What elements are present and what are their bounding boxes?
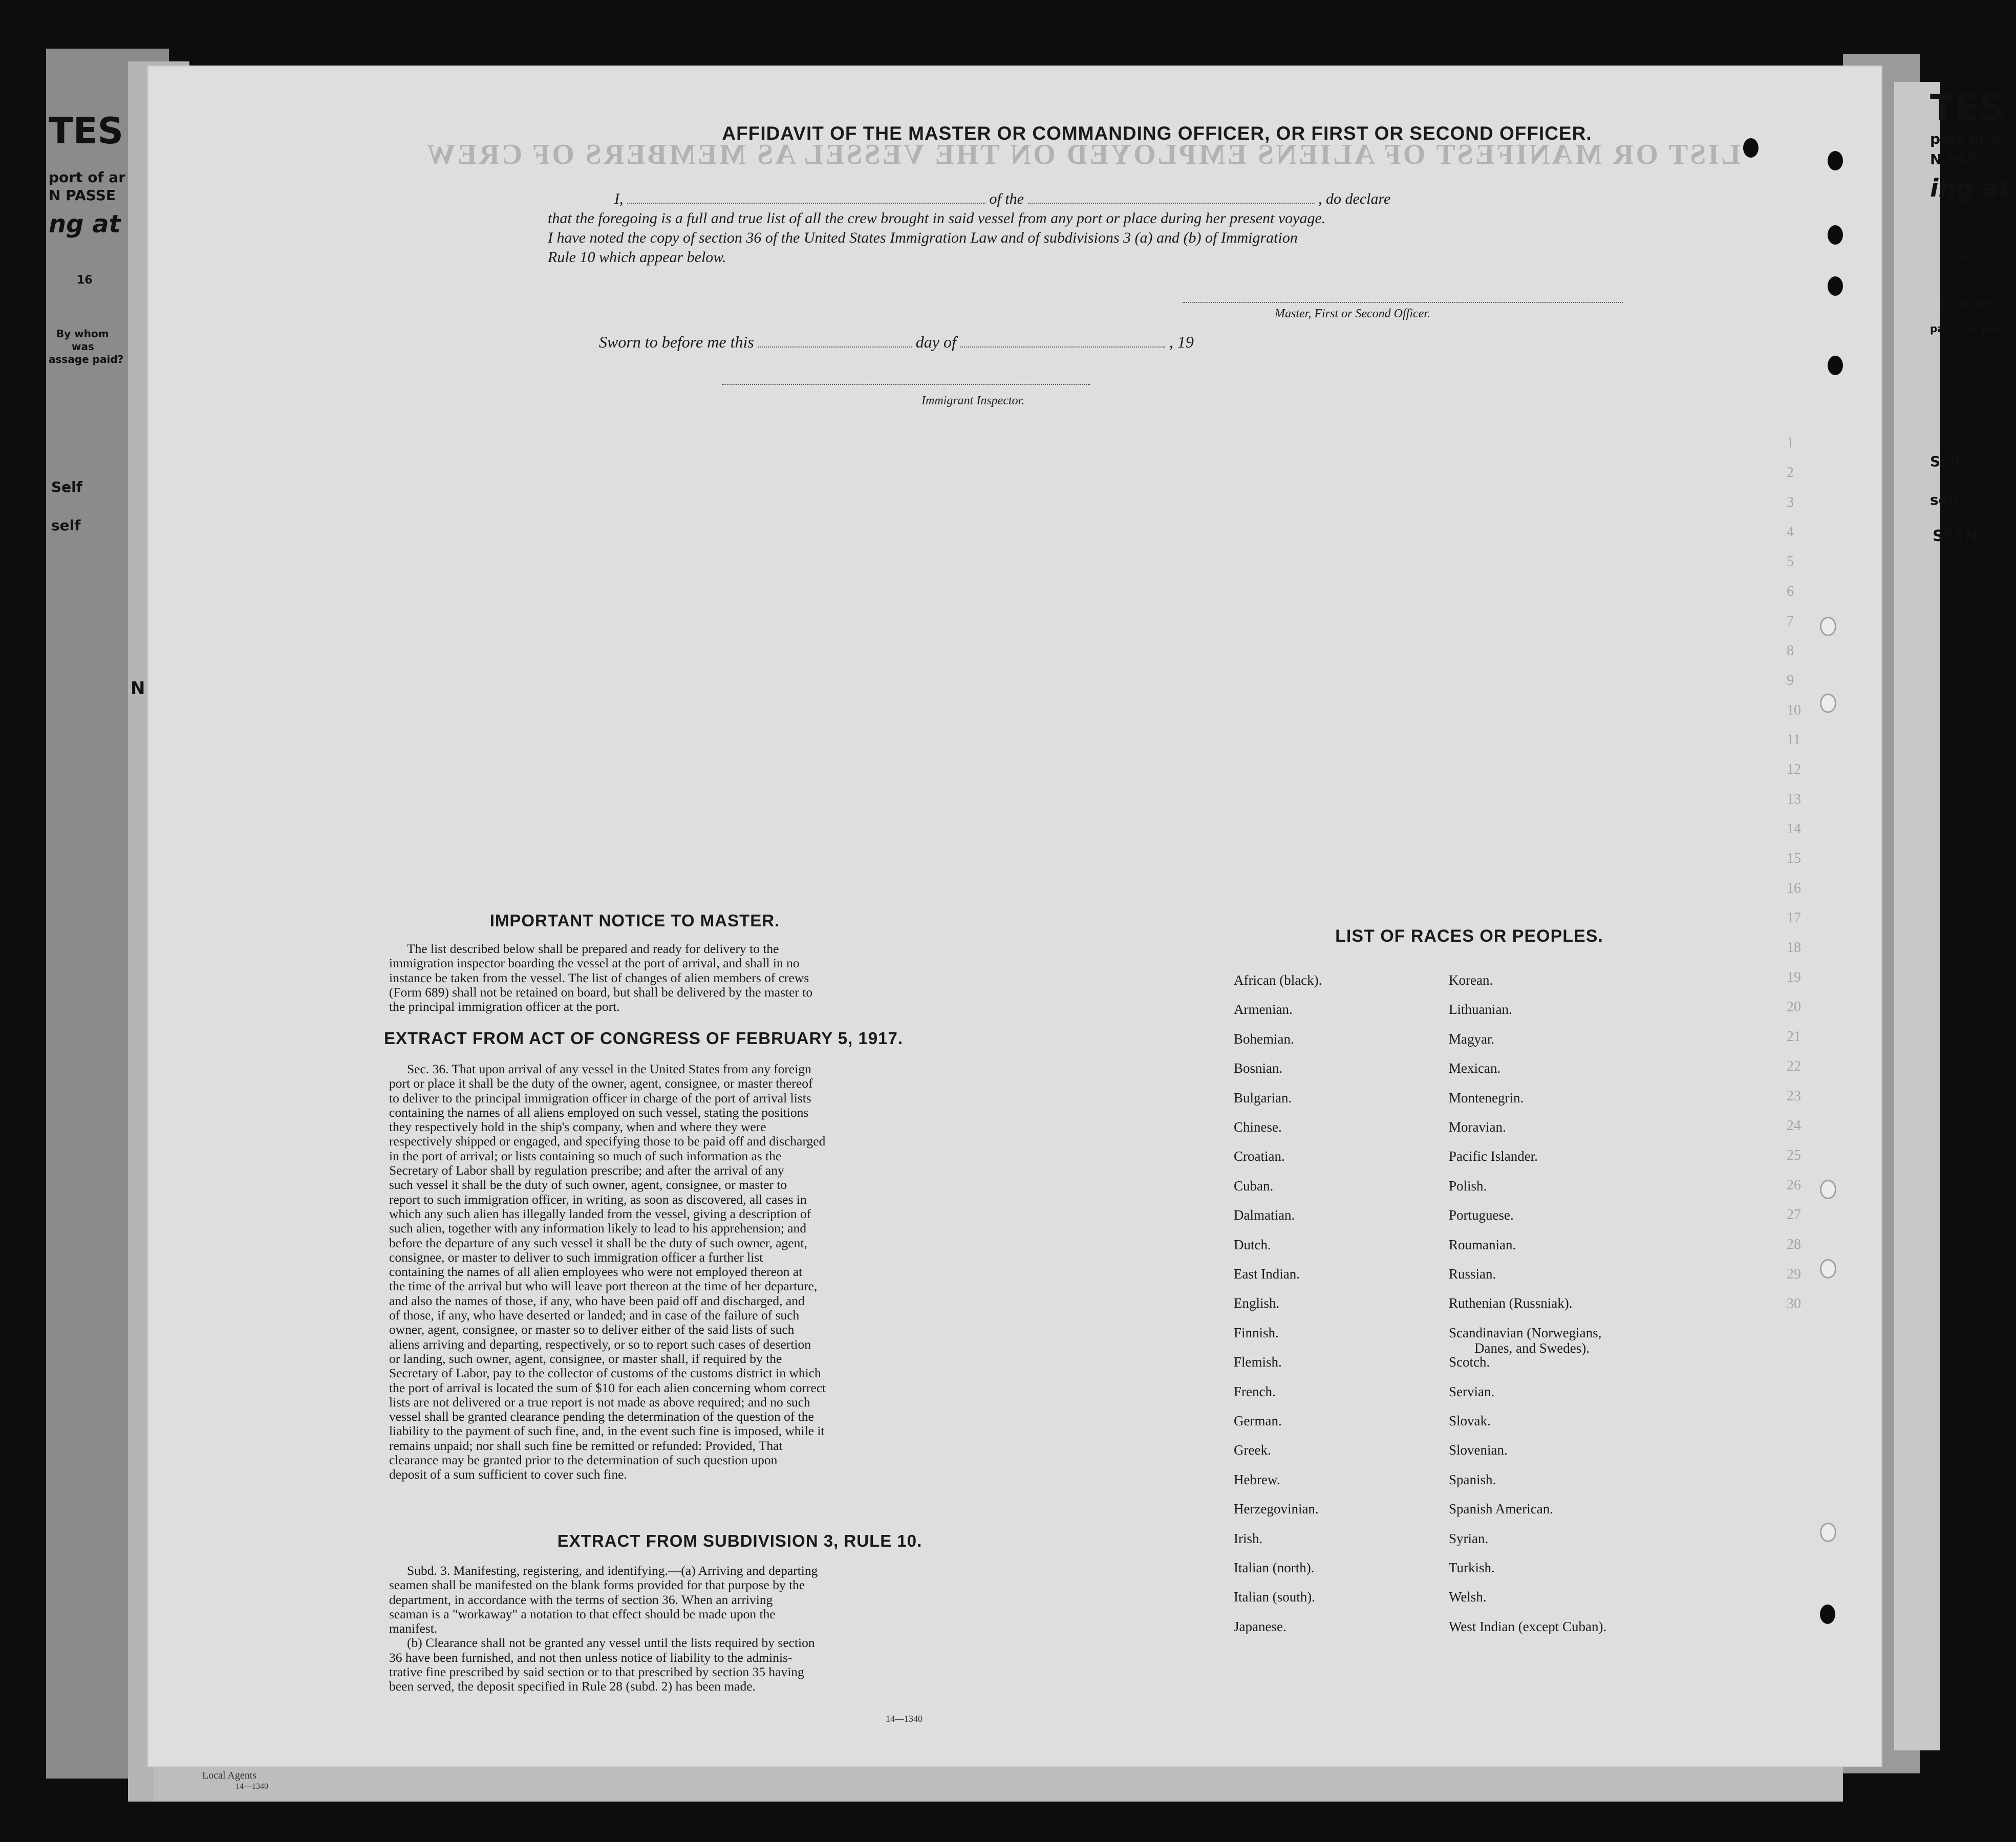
act-line: Secretary of Labor, pay to the collector of customs of the customs district in which	[389, 1366, 821, 1381]
act-line: aliens arriving and departing, respectively, or so to report such cases of desertion	[389, 1336, 811, 1352]
race-item-right: Scandinavian (Norwegians,	[1449, 1325, 1602, 1340]
punch-hole-ring	[1820, 617, 1836, 636]
manifest-page	[148, 67, 1881, 1791]
act-line: such alien, together with any information likely to lead to his apprehension; and	[389, 1221, 807, 1236]
ghost-row-number: 14	[1787, 821, 1801, 837]
sworn-day-of: day of	[915, 333, 956, 351]
race-item-right: Syrian.	[1449, 1530, 1489, 1546]
race-item-left: Dutch.	[1234, 1237, 1271, 1252]
race-item-right: Spanish.	[1449, 1471, 1496, 1487]
ghost-row-number: 24	[1787, 1118, 1801, 1134]
edge-right-text: self	[1930, 491, 1960, 508]
notice-line: The list described below shall be prepared and ready for delivery to the	[407, 941, 779, 956]
races-title: LIST OF RACES OR PEOPLES.	[1335, 926, 1603, 946]
act-line: port or place it shall be the duty of the owner, agent, consignee, or master thereof	[389, 1076, 813, 1091]
rule-line: Subd. 3. Manifesting, registering, and identifying.—(a) Arriving and departing	[407, 1563, 818, 1578]
ghost-row-number: 19	[1787, 969, 1801, 985]
act-line: respectively shipped or engaged, and specifying those to be paid off and discharged	[389, 1134, 826, 1149]
ghost-row-number: 27	[1787, 1207, 1801, 1223]
act-line: containing the names of all aliens employed on such vessel, stating the positions	[389, 1104, 809, 1120]
ghost-row-number: 1	[1787, 435, 1794, 451]
ghost-row-number: 29	[1787, 1266, 1801, 1282]
race-item-right: West Indian (except Cuban).	[1449, 1618, 1607, 1634]
race-item-left: Herzegovinian.	[1234, 1501, 1319, 1517]
ghost-row-number: 9	[1787, 673, 1794, 688]
edge-left-text: 16	[77, 274, 93, 287]
act-line: liability to the payment of such fine, and, in the event such fine is imposed, while it	[389, 1423, 825, 1439]
act-line: vessel shall be granted clearance pending the determination of the question of the	[389, 1409, 814, 1424]
notice-line: instance be taken from the vessel. The list of changes of alien members of crews	[389, 970, 809, 985]
ghost-row-number: 18	[1787, 940, 1801, 956]
affidavit-i: I,	[614, 190, 624, 207]
ghost-row-number: 12	[1787, 762, 1801, 777]
ghost-row-number: 15	[1787, 851, 1801, 866]
ghost-row-number: 7	[1787, 613, 1794, 629]
ghost-row-number: 28	[1787, 1237, 1801, 1252]
punch-hole-ring	[1820, 1523, 1836, 1542]
act-line: they respectively hold in the ship's company, when and where they were	[389, 1119, 766, 1135]
punch-hole	[1820, 1605, 1835, 1624]
form-number: 14—1340	[886, 1714, 923, 1724]
affidavit-line-4: Rule 10 which appear below.	[548, 249, 726, 266]
rule-line: been served, the deposit specified in Rule 28 (subd. 2) has been made.	[389, 1679, 756, 1694]
act-line: deposit of a sum sufficient to cover such fine.	[389, 1467, 627, 1482]
race-item-right: Slovak.	[1449, 1413, 1491, 1428]
edge-right-text: SSEN	[1933, 527, 1978, 545]
punch-hole-ring	[1820, 1180, 1836, 1199]
act-paragraph	[389, 1062, 1106, 1482]
punch-hole-ring	[1820, 1259, 1836, 1278]
edge-left-text: was	[72, 340, 94, 353]
race-item-right: Russian.	[1449, 1266, 1496, 1282]
race-item-left: French.	[1234, 1383, 1276, 1399]
edge-left-text: port of ar	[49, 169, 126, 186]
punch-hole	[1828, 151, 1843, 170]
race-item-right: Scotch.	[1449, 1354, 1490, 1370]
race-item-left: East Indian.	[1234, 1266, 1300, 1282]
act-title: EXTRACT FROM ACT OF CONGRESS OF FEBRUARY 5, 1917.	[384, 1029, 904, 1048]
edge-right-text: ing at	[1930, 174, 2011, 203]
edge-right-text: N PASS	[1930, 151, 1987, 168]
act-line: in the port of arrival; or lists containing so much of such information as the	[389, 1148, 782, 1163]
affidavit-line-3: I have noted the copy of section 36 of the United States Immigration Law and of subdivisions 3 (a) and (b) of Immigration	[548, 229, 1298, 246]
ghost-row-number: 3	[1787, 494, 1794, 510]
race-item-right: Lithuanian.	[1449, 1002, 1512, 1017]
race-item-left: Croatian.	[1234, 1148, 1285, 1164]
race-item-left: African (black).	[1234, 972, 1322, 988]
ghost-row-number: 5	[1787, 554, 1794, 570]
edge-right-text: was	[1948, 310, 1970, 322]
ghost-row-number: 13	[1787, 791, 1801, 807]
act-line: such vessel it shall be the duty of such owner, agent, consignee, or master to	[389, 1177, 787, 1193]
master-caption: Master, First or Second Officer.	[1275, 307, 1430, 320]
race-item-left: Dalmatian.	[1234, 1207, 1295, 1223]
race-item-right: Roumanian.	[1449, 1237, 1516, 1252]
notice-line: (Form 689) shall not be retained on board, but shall be delivered by the master to	[389, 984, 813, 1000]
ghost-row-number: 17	[1787, 910, 1801, 926]
race-item-left: Japanese.	[1234, 1618, 1286, 1634]
act-line: consignee, or master to deliver to such immigration officer a further list	[389, 1249, 763, 1265]
act-line: and also the names of those, if any, who have been paid off and discharged, and	[389, 1293, 805, 1308]
edge-left-text: assage paid?	[49, 353, 124, 365]
race-item-right: Mexican.	[1449, 1060, 1501, 1076]
edge-left-text: By whom	[56, 328, 109, 340]
act-line: Sec. 36. That upon arrival of any vessel in the United States from any foreign	[407, 1061, 811, 1076]
act-line: remains unpaid; nor shall such fine be remitted or refunded: Provided, That	[389, 1438, 783, 1453]
rule-line: department, in accordance with the terms of section 36. When an arriving	[389, 1592, 773, 1607]
race-item-right: Welsh.	[1449, 1589, 1487, 1605]
affidavit-title: AFFIDAVIT OF THE MASTER OR COMMANDING OFFICER, OR FIRST OR SECOND OFFICER.	[722, 123, 1592, 144]
affidavit-line-2: that the foregoing is a full and true list of all the crew brought in said vessel from any port or place during her present voyage.	[548, 210, 1326, 227]
race-item-right: Montenegrin.	[1449, 1090, 1524, 1106]
race-item-left: Bohemian.	[1234, 1031, 1294, 1047]
race-item-left: Hebrew.	[1234, 1471, 1280, 1487]
ghost-row-number: 2	[1787, 465, 1794, 481]
ghost-row-number: 11	[1787, 732, 1800, 748]
edge-left-text: Self	[51, 479, 82, 495]
ghost-row-number: 16	[1787, 880, 1801, 896]
ghost-row-number: 4	[1787, 524, 1794, 540]
race-item-right: Slovenian.	[1449, 1442, 1508, 1458]
edge-right-text: 16	[1953, 251, 1969, 264]
race-item-left: Italian (south).	[1234, 1589, 1315, 1605]
punch-hole-ring	[1820, 694, 1836, 713]
race-item-left: Bosnian.	[1234, 1060, 1283, 1076]
rule-line: 36 have been furnished, and not then unless notice of liability to the adminis-	[389, 1650, 792, 1665]
punch-hole	[1743, 138, 1758, 158]
edge-left-heading: TES	[49, 110, 123, 152]
race-item-left: German.	[1234, 1413, 1282, 1428]
ghost-row-number: 22	[1787, 1058, 1801, 1074]
master-signature-line	[1183, 302, 1623, 303]
ghost-header: LIST OR MANIFEST OF ALIENS EMPLOYED ON THE VESSEL AS MEMBERS OF CREW	[425, 139, 1741, 170]
ghost-row-number: 30	[1787, 1296, 1801, 1312]
punch-hole	[1828, 276, 1843, 296]
edge-right-text: By whom	[1940, 297, 1993, 309]
act-line: owner, agent, consignee, or master so to deliver either of the said lists of such	[389, 1322, 795, 1337]
act-line: before the departure of any such vessel it shall be the duty of such owner, agent,	[389, 1235, 807, 1250]
ghost-row-number: 25	[1787, 1147, 1801, 1163]
inspector-caption: Immigrant Inspector.	[921, 394, 1025, 407]
act-line: of those, if any, who have deserted or landed; and in case of the failure of such	[389, 1308, 800, 1323]
punch-hole	[1828, 356, 1843, 375]
edge-left-text: ng at	[49, 210, 121, 239]
race-item-right: Polish.	[1449, 1178, 1487, 1194]
ghost-row-number: 10	[1787, 702, 1801, 718]
act-line: report to such immigration officer, in writing, as soon as discovered, all cases in	[389, 1191, 807, 1207]
race-item-left: Flemish.	[1234, 1354, 1282, 1370]
race-item-left: Bulgarian.	[1234, 1090, 1292, 1106]
notice-line: the principal immigration officer at the port.	[389, 999, 620, 1014]
affidavit-declare: , do declare	[1318, 190, 1391, 207]
notice-line: immigration inspector boarding the vessel at the port of arrival, and shall in no	[389, 956, 800, 971]
race-item-left: Finnish.	[1234, 1325, 1279, 1340]
edge-right-heading: TES	[1930, 87, 2005, 129]
race-item-left: Irish.	[1234, 1530, 1263, 1546]
act-line: or landing, such owner, agent, consignee, or master shall, if required by the	[389, 1351, 782, 1366]
rule-line: seamen shall be manifested on the blank forms provided for that purpose by the	[389, 1577, 805, 1593]
race-item-right: Pacific Islander.	[1449, 1148, 1538, 1164]
race-item-right: Korean.	[1449, 972, 1493, 988]
punch-hole	[1828, 225, 1843, 245]
race-item-right: Magyar.	[1449, 1031, 1495, 1047]
local-agents-label: Local Agents	[202, 1770, 257, 1781]
rule-line: trative fine prescribed by said section or to that prescribed by section 35 having	[389, 1664, 804, 1680]
race-item-left: Italian (north).	[1234, 1560, 1315, 1575]
rule-line: seaman is a "workaway" a notation to that effect should be made upon the	[389, 1606, 776, 1621]
act-line: the port of arrival is located the sum of $10 for each alien concerning whom correct	[389, 1380, 826, 1395]
affidavit-text	[548, 189, 1664, 267]
rule-line: (b) Clearance shall not be granted any vessel until the lists required by section	[407, 1635, 815, 1651]
sworn-line	[599, 333, 1194, 352]
ghost-row-number: 8	[1787, 643, 1794, 659]
race-item-right-continuation: Danes, and Swedes).	[1474, 1340, 1590, 1356]
ghost-row-number: 26	[1787, 1177, 1801, 1193]
race-item-right: Turkish.	[1449, 1560, 1495, 1575]
edge-left-text: self	[51, 517, 81, 534]
race-item-left: Chinese.	[1234, 1119, 1282, 1135]
race-item-right: Ruthenian (Russniak).	[1449, 1295, 1573, 1311]
ghost-row-number: 6	[1787, 583, 1794, 599]
act-line: lists are not delivered or a true report is not made as above required; and no such	[389, 1394, 810, 1410]
act-line: the time of the arrival but who will leave port thereon at the time of her departure,	[389, 1278, 818, 1294]
race-item-left: Greek.	[1234, 1442, 1271, 1458]
edge-right-text: port of a	[1930, 131, 2000, 147]
race-item-left: Cuban.	[1234, 1178, 1274, 1194]
rule-line: manifest.	[389, 1621, 438, 1636]
rule-title: EXTRACT FROM SUBDIVISION 3, RULE 10.	[557, 1531, 923, 1550]
act-line: to deliver to the principal immigration officer in charge of the port of arrival lists	[389, 1090, 811, 1106]
act-line: Secretary of Labor shall by regulation prescribe; and after the arrival of any	[389, 1163, 784, 1178]
race-item-right: Servian.	[1449, 1383, 1495, 1399]
local-agents-number: 14—1340	[235, 1782, 268, 1791]
edge-left-text: N PASSE	[49, 187, 116, 204]
inspector-signature-line	[722, 384, 1090, 385]
notice-paragraph	[389, 942, 1106, 1014]
edge-right-text: Self	[1930, 453, 1961, 470]
sworn-year: , 19	[1169, 333, 1194, 351]
act-line: containing the names of all alien employees who were not employed thereon at	[389, 1264, 803, 1280]
ghost-row-number: 21	[1787, 1029, 1801, 1045]
race-item-right: Moravian.	[1449, 1119, 1506, 1135]
race-item-right: Spanish American.	[1449, 1501, 1553, 1517]
rule-paragraph	[389, 1564, 1106, 1694]
race-item-left: English.	[1234, 1295, 1280, 1311]
act-line: which any such alien has illegally landed from the vessel, giving a description of	[389, 1206, 811, 1221]
race-item-right: Portuguese.	[1449, 1207, 1514, 1223]
sworn-text: Sworn to before me this	[599, 333, 754, 351]
ghost-row-number: 23	[1787, 1088, 1801, 1104]
affidavit-of-the: of the	[989, 190, 1024, 207]
edge-left-text: N	[131, 678, 145, 699]
act-line: clearance may be granted prior to the determination of such question upon	[389, 1453, 778, 1468]
edge-right-text: passage paid?	[1930, 322, 2012, 335]
ghost-row-number: 20	[1787, 999, 1801, 1015]
race-item-left: Armenian.	[1234, 1002, 1293, 1017]
notice-title: IMPORTANT NOTICE TO MASTER.	[489, 911, 780, 930]
